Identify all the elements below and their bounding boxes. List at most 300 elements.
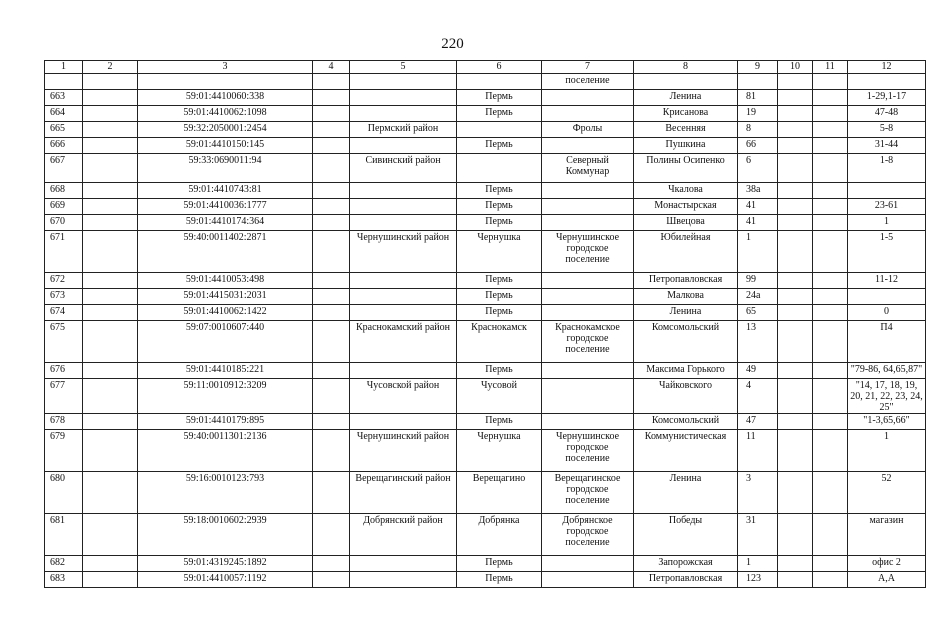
street-name: Монастырская — [634, 199, 738, 215]
street-name: Чайковского — [634, 379, 738, 414]
column-11-cell — [813, 199, 848, 215]
column-11-cell — [813, 231, 848, 273]
row-number: 666 — [45, 138, 83, 154]
street-name: Ленина — [634, 472, 738, 514]
column-11-cell — [813, 106, 848, 122]
house-number: 1 — [738, 231, 778, 273]
column-2-cell — [83, 106, 138, 122]
house-number: 13 — [738, 321, 778, 363]
apartment-numbers: "14, 17, 18, 19, 20, 21, 22, 23, 24, 25" — [848, 379, 926, 414]
settlement-name — [542, 138, 634, 154]
apartment-numbers: 11-12 — [848, 273, 926, 289]
district-name — [350, 215, 457, 231]
district-name: Краснокамский район — [350, 321, 457, 363]
district-name — [350, 74, 457, 90]
house-number: 65 — [738, 305, 778, 321]
column-4-cell — [313, 379, 350, 414]
cadastral-number: 59:18:0010602:2939 — [138, 514, 313, 556]
settlement-name — [542, 289, 634, 305]
apartment-numbers: офис 2 — [848, 556, 926, 572]
settlement-name — [542, 183, 634, 199]
column-2-cell — [83, 138, 138, 154]
street-name: Комсомольский — [634, 414, 738, 430]
column-header: 2 — [83, 61, 138, 74]
column-10-cell — [778, 74, 813, 90]
table-row — [45, 414, 926, 430]
cadastral-number: 59:40:0011402:2871 — [138, 231, 313, 273]
row-number: 679 — [45, 430, 83, 472]
apartment-numbers — [848, 289, 926, 305]
house-number: 24а — [738, 289, 778, 305]
table-row — [45, 199, 926, 215]
district-name — [350, 414, 457, 430]
column-10-cell — [778, 215, 813, 231]
column-2-cell — [83, 183, 138, 199]
column-header: 11 — [813, 61, 848, 74]
column-11-cell — [813, 74, 848, 90]
city-name: Пермь — [457, 215, 542, 231]
district-name — [350, 106, 457, 122]
column-4-cell — [313, 154, 350, 183]
cadastral-number: 59:01:4410743:81 — [138, 183, 313, 199]
city-name: Пермь — [457, 199, 542, 215]
apartment-numbers: 31-44 — [848, 138, 926, 154]
row-number: 669 — [45, 199, 83, 215]
cadastral-number: 59:01:4410185:221 — [138, 363, 313, 379]
house-number: 4 — [738, 379, 778, 414]
table-row — [45, 556, 926, 572]
settlement-name — [542, 305, 634, 321]
column-4-cell — [313, 215, 350, 231]
district-name — [350, 273, 457, 289]
table-row — [45, 231, 926, 273]
district-name: Сивинский район — [350, 154, 457, 183]
settlement-name: поселение — [542, 74, 634, 90]
house-number: 11 — [738, 430, 778, 472]
column-2-cell — [83, 305, 138, 321]
settlement-name — [542, 363, 634, 379]
cadastral-number: 59:01:4415031:2031 — [138, 289, 313, 305]
table-row — [45, 472, 926, 514]
row-number: 672 — [45, 273, 83, 289]
cadastral-number: 59:33:0690011:94 — [138, 154, 313, 183]
cadastral-number: 59:32:2050001:2454 — [138, 122, 313, 138]
city-name — [457, 122, 542, 138]
table-row — [45, 74, 926, 90]
column-2-cell — [83, 154, 138, 183]
column-11-cell — [813, 122, 848, 138]
column-11-cell — [813, 414, 848, 430]
table-row — [45, 379, 926, 414]
city-name: Краснокамск — [457, 321, 542, 363]
row-number: 668 — [45, 183, 83, 199]
column-header: 1 — [45, 61, 83, 74]
cadastral-number: 59:40:0011301:2136 — [138, 430, 313, 472]
house-number: 6 — [738, 154, 778, 183]
row-number: 681 — [45, 514, 83, 556]
city-name: Чернушка — [457, 231, 542, 273]
settlement-name: Фролы — [542, 122, 634, 138]
column-10-cell — [778, 572, 813, 588]
column-4-cell — [313, 363, 350, 379]
column-10-cell — [778, 231, 813, 273]
column-11-cell — [813, 215, 848, 231]
cadastral-number: 59:01:4410036:1777 — [138, 199, 313, 215]
street-name: Полины Осипенко — [634, 154, 738, 183]
column-4-cell — [313, 138, 350, 154]
column-10-cell — [778, 414, 813, 430]
column-header: 9 — [738, 61, 778, 74]
house-number: 123 — [738, 572, 778, 588]
property-register-table — [44, 60, 926, 588]
house-number: 41 — [738, 215, 778, 231]
column-4-cell — [313, 199, 350, 215]
street-name: Юбилейная — [634, 231, 738, 273]
apartment-numbers: А,А — [848, 572, 926, 588]
column-2-cell — [83, 572, 138, 588]
district-name — [350, 289, 457, 305]
apartment-numbers: магазин — [848, 514, 926, 556]
street-name: Ленина — [634, 90, 738, 106]
row-number: 667 — [45, 154, 83, 183]
district-name: Чусовской район — [350, 379, 457, 414]
column-4-cell — [313, 472, 350, 514]
street-name: Петропавловская — [634, 572, 738, 588]
column-11-cell — [813, 289, 848, 305]
apartment-numbers: 23-61 — [848, 199, 926, 215]
street-name: Малкова — [634, 289, 738, 305]
district-name — [350, 183, 457, 199]
cadastral-number — [138, 74, 313, 90]
street-name: Коммунистическая — [634, 430, 738, 472]
apartment-numbers: "1-3,65,66" — [848, 414, 926, 430]
column-4-cell — [313, 106, 350, 122]
street-name: Ленина — [634, 305, 738, 321]
table-row — [45, 572, 926, 588]
city-name: Пермь — [457, 183, 542, 199]
column-4-cell — [313, 572, 350, 588]
city-name: Верещагино — [457, 472, 542, 514]
column-11-cell — [813, 154, 848, 183]
apartment-numbers: "79-86, 64,65,87" — [848, 363, 926, 379]
table-row — [45, 273, 926, 289]
column-11-cell — [813, 305, 848, 321]
house-number: 19 — [738, 106, 778, 122]
column-4-cell — [313, 414, 350, 430]
column-4-cell — [313, 183, 350, 199]
city-name: Пермь — [457, 414, 542, 430]
column-2-cell — [83, 379, 138, 414]
column-2-cell — [83, 199, 138, 215]
table-header — [45, 61, 926, 74]
house-number: 41 — [738, 199, 778, 215]
district-name: Верещагинский район — [350, 472, 457, 514]
settlement-name — [542, 273, 634, 289]
column-10-cell — [778, 321, 813, 363]
column-11-cell — [813, 363, 848, 379]
cadastral-number: 59:01:4410062:1422 — [138, 305, 313, 321]
apartment-numbers — [848, 74, 926, 90]
table-row — [45, 289, 926, 305]
column-10-cell — [778, 90, 813, 106]
column-2-cell — [83, 122, 138, 138]
settlement-name: Северный Коммунар — [542, 154, 634, 183]
cadastral-number: 59:01:4319245:1892 — [138, 556, 313, 572]
column-10-cell — [778, 106, 813, 122]
table-row — [45, 215, 926, 231]
district-name — [350, 363, 457, 379]
cadastral-number: 59:01:4410060:338 — [138, 90, 313, 106]
settlement-name — [542, 414, 634, 430]
column-header: 3 — [138, 61, 313, 74]
column-2-cell — [83, 273, 138, 289]
table-row — [45, 514, 926, 556]
column-10-cell — [778, 154, 813, 183]
settlement-name: Чернушинское городское поселение — [542, 231, 634, 273]
column-10-cell — [778, 363, 813, 379]
row-number — [45, 74, 83, 90]
settlement-name — [542, 90, 634, 106]
settlement-name: Чернушинское городское поселение — [542, 430, 634, 472]
column-10-cell — [778, 122, 813, 138]
house-number: 49 — [738, 363, 778, 379]
column-4-cell — [313, 430, 350, 472]
apartment-numbers: 1 — [848, 430, 926, 472]
city-name: Добрянка — [457, 514, 542, 556]
city-name: Пермь — [457, 305, 542, 321]
street-name: Комсомольский — [634, 321, 738, 363]
apartment-numbers: 1-8 — [848, 154, 926, 183]
column-number-row — [45, 61, 926, 74]
house-number — [738, 74, 778, 90]
apartment-numbers: 1 — [848, 215, 926, 231]
settlement-name — [542, 379, 634, 414]
settlement-name — [542, 106, 634, 122]
column-11-cell — [813, 183, 848, 199]
column-10-cell — [778, 472, 813, 514]
city-name: Чернушка — [457, 430, 542, 472]
apartment-numbers: 5-8 — [848, 122, 926, 138]
street-name: Петропавловская — [634, 273, 738, 289]
column-4-cell — [313, 74, 350, 90]
row-number: 683 — [45, 572, 83, 588]
column-4-cell — [313, 305, 350, 321]
table-row — [45, 90, 926, 106]
street-name: Победы — [634, 514, 738, 556]
column-4-cell — [313, 90, 350, 106]
table-row — [45, 154, 926, 183]
apartment-numbers: 52 — [848, 472, 926, 514]
street-name: Швецова — [634, 215, 738, 231]
row-number: 676 — [45, 363, 83, 379]
row-number: 670 — [45, 215, 83, 231]
cadastral-number: 59:01:4410150:145 — [138, 138, 313, 154]
table-row — [45, 106, 926, 122]
house-number: 99 — [738, 273, 778, 289]
row-number: 671 — [45, 231, 83, 273]
table-row — [45, 363, 926, 379]
house-number: 66 — [738, 138, 778, 154]
city-name: Пермь — [457, 106, 542, 122]
table-row — [45, 122, 926, 138]
district-name — [350, 305, 457, 321]
column-10-cell — [778, 138, 813, 154]
city-name: Пермь — [457, 138, 542, 154]
city-name — [457, 74, 542, 90]
settlement-name — [542, 215, 634, 231]
cadastral-number: 59:01:4410057:1192 — [138, 572, 313, 588]
street-name: Чкалова — [634, 183, 738, 199]
house-number: 3 — [738, 472, 778, 514]
city-name: Пермь — [457, 273, 542, 289]
settlement-name — [542, 556, 634, 572]
house-number: 8 — [738, 122, 778, 138]
apartment-numbers: 0 — [848, 305, 926, 321]
district-name — [350, 199, 457, 215]
house-number: 31 — [738, 514, 778, 556]
column-4-cell — [313, 556, 350, 572]
row-number: 663 — [45, 90, 83, 106]
column-2-cell — [83, 289, 138, 305]
apartment-numbers: 47-48 — [848, 106, 926, 122]
settlement-name — [542, 199, 634, 215]
row-number: 664 — [45, 106, 83, 122]
district-name: Пермский район — [350, 122, 457, 138]
column-11-cell — [813, 273, 848, 289]
column-2-cell — [83, 363, 138, 379]
city-name: Пермь — [457, 572, 542, 588]
district-name: Добрянский район — [350, 514, 457, 556]
district-name: Чернушинский район — [350, 231, 457, 273]
column-4-cell — [313, 289, 350, 305]
column-10-cell — [778, 430, 813, 472]
column-header: 10 — [778, 61, 813, 74]
column-2-cell — [83, 231, 138, 273]
street-name: Максима Горького — [634, 363, 738, 379]
column-10-cell — [778, 273, 813, 289]
row-number: 678 — [45, 414, 83, 430]
column-2-cell — [83, 414, 138, 430]
column-10-cell — [778, 379, 813, 414]
cadastral-number: 59:07:0010607:440 — [138, 321, 313, 363]
street-name — [634, 74, 738, 90]
row-number: 674 — [45, 305, 83, 321]
column-4-cell — [313, 122, 350, 138]
cadastral-number: 59:01:4410179:895 — [138, 414, 313, 430]
column-10-cell — [778, 514, 813, 556]
apartment-numbers — [848, 183, 926, 199]
table-row — [45, 430, 926, 472]
cadastral-number: 59:01:4410053:498 — [138, 273, 313, 289]
house-number: 1 — [738, 556, 778, 572]
cadastral-number: 59:01:4410062:1098 — [138, 106, 313, 122]
column-10-cell — [778, 289, 813, 305]
column-2-cell — [83, 321, 138, 363]
column-10-cell — [778, 305, 813, 321]
column-2-cell — [83, 215, 138, 231]
column-header: 5 — [350, 61, 457, 74]
settlement-name: Добрянское городское поселение — [542, 514, 634, 556]
row-number: 673 — [45, 289, 83, 305]
street-name: Крисанова — [634, 106, 738, 122]
table-row — [45, 183, 926, 199]
column-10-cell — [778, 556, 813, 572]
row-number: 682 — [45, 556, 83, 572]
table-body — [45, 74, 926, 588]
column-4-cell — [313, 231, 350, 273]
city-name: Пермь — [457, 289, 542, 305]
district-name — [350, 90, 457, 106]
column-10-cell — [778, 183, 813, 199]
column-11-cell — [813, 472, 848, 514]
column-2-cell — [83, 514, 138, 556]
column-2-cell — [83, 90, 138, 106]
row-number: 677 — [45, 379, 83, 414]
street-name: Запорожская — [634, 556, 738, 572]
column-2-cell — [83, 556, 138, 572]
column-2-cell — [83, 430, 138, 472]
city-name: Пермь — [457, 363, 542, 379]
settlement-name: Краснокамское городское поселение — [542, 321, 634, 363]
district-name — [350, 572, 457, 588]
cadastral-number: 59:16:0010123:793 — [138, 472, 313, 514]
column-11-cell — [813, 138, 848, 154]
column-header: 7 — [542, 61, 634, 74]
column-11-cell — [813, 572, 848, 588]
street-name: Весенняя — [634, 122, 738, 138]
settlement-name: Верещагинское городское поселение — [542, 472, 634, 514]
district-name — [350, 556, 457, 572]
page-number: 220 — [441, 36, 464, 52]
house-number: 38а — [738, 183, 778, 199]
row-number: 665 — [45, 122, 83, 138]
column-2-cell — [83, 74, 138, 90]
column-header: 8 — [634, 61, 738, 74]
column-4-cell — [313, 273, 350, 289]
column-11-cell — [813, 514, 848, 556]
table-row — [45, 138, 926, 154]
column-11-cell — [813, 556, 848, 572]
column-11-cell — [813, 379, 848, 414]
apartment-numbers: 1-29,1-17 — [848, 90, 926, 106]
column-header: 6 — [457, 61, 542, 74]
column-4-cell — [313, 514, 350, 556]
row-number: 675 — [45, 321, 83, 363]
city-name — [457, 154, 542, 183]
column-10-cell — [778, 199, 813, 215]
table-row — [45, 305, 926, 321]
row-number: 680 — [45, 472, 83, 514]
apartment-numbers: 1-5 — [848, 231, 926, 273]
house-number: 47 — [738, 414, 778, 430]
column-4-cell — [313, 321, 350, 363]
column-2-cell — [83, 472, 138, 514]
column-11-cell — [813, 430, 848, 472]
column-11-cell — [813, 321, 848, 363]
column-11-cell — [813, 90, 848, 106]
district-name — [350, 138, 457, 154]
cadastral-number: 59:11:0010912:3209 — [138, 379, 313, 414]
city-name: Пермь — [457, 90, 542, 106]
city-name: Пермь — [457, 556, 542, 572]
column-header: 4 — [313, 61, 350, 74]
column-header: 12 — [848, 61, 926, 74]
settlement-name — [542, 572, 634, 588]
district-name: Чернушинский район — [350, 430, 457, 472]
cadastral-number: 59:01:4410174:364 — [138, 215, 313, 231]
city-name: Чусовой — [457, 379, 542, 414]
apartment-numbers: П4 — [848, 321, 926, 363]
